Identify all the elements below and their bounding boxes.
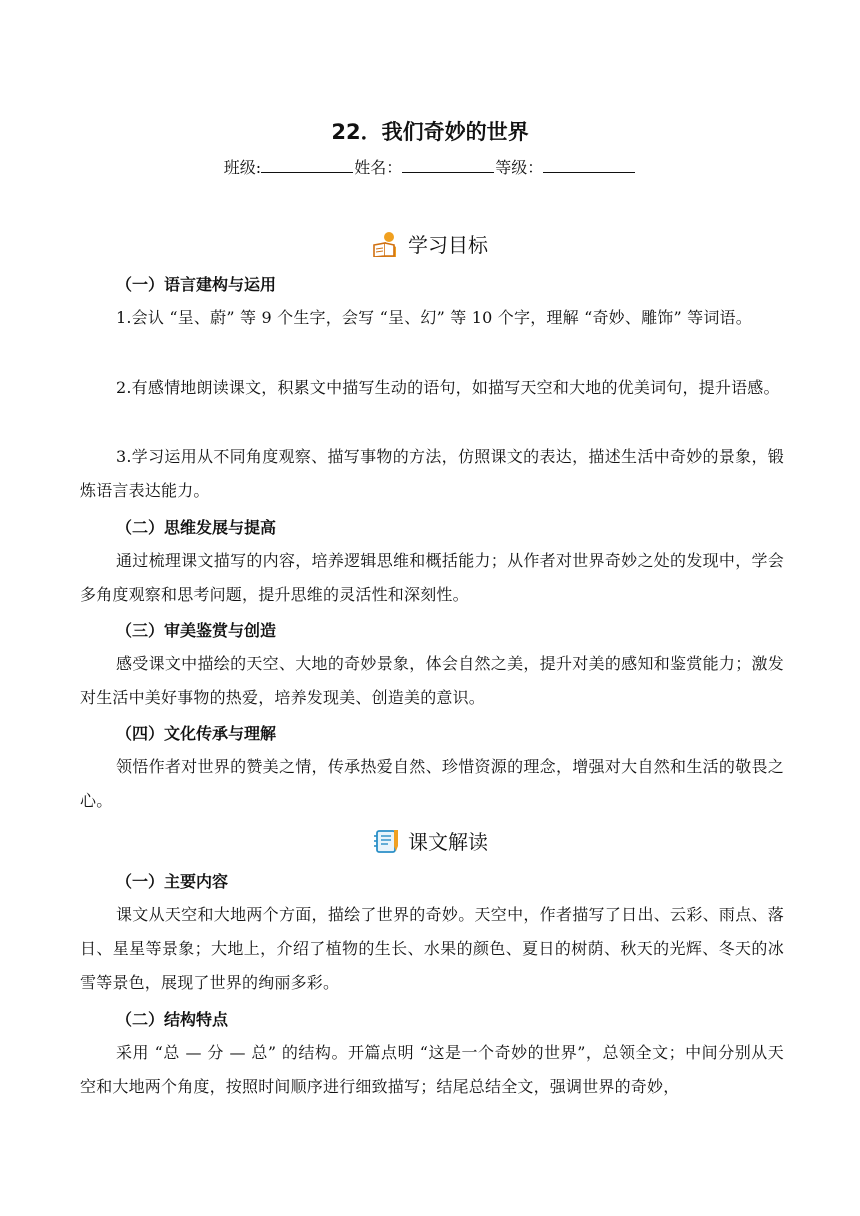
grade-blank[interactable] bbox=[543, 157, 635, 173]
name-blank[interactable] bbox=[402, 157, 494, 173]
reading-person-icon bbox=[372, 231, 400, 257]
subheading: （一）主要内容 bbox=[116, 872, 229, 891]
paragraph: 1.会认 “呈、蔚” 等 9 个生字，会写 “呈、幻” 等 10 个字，理解 “奇妙、雕饰” 等词语。 bbox=[116, 308, 752, 327]
paragraph: 课文从天空和大地两个方面，描绘了世界的奇妙。天空中，作者描写了日出、云彩、雨点、落日、星星等景象；大地上，介绍了植物的生长、水果的颜色、夏日的树荫、秋天的光辉、冬天的冰雪等景色，展现了世界的绚丽多彩。 bbox=[80, 905, 784, 992]
name-label: 姓名： bbox=[354, 158, 403, 177]
subheading: （四）文化传承与理解 bbox=[116, 724, 277, 743]
class-label: 班级: bbox=[223, 158, 262, 177]
section-heading-text: 课文解读 bbox=[408, 830, 488, 854]
grade-label: 等级： bbox=[495, 158, 544, 177]
page-title: 22．我们奇妙的世界 bbox=[331, 120, 529, 144]
section-heading-text: 学习目标 bbox=[408, 233, 488, 257]
paragraph: 3.学习运用从不同角度观察、描写事物的方法，仿照课文的表达，描述生活中奇妙的景象，锻炼语言表达能力。 bbox=[80, 447, 784, 500]
subheading: （二）结构特点 bbox=[116, 1010, 229, 1029]
paragraph: 通过梳理课文描写的内容，培养逻辑思维和概括能力；从作者对世界奇妙之处的发现中，学会多角度观察和思考问题，提升思维的灵活性和深刻性。 bbox=[80, 551, 784, 604]
section-heading-goals bbox=[0, 229, 860, 258]
subheading: （三）审美鉴赏与创造 bbox=[116, 621, 277, 640]
student-info-line bbox=[0, 155, 860, 178]
section-heading-text-analysis bbox=[0, 826, 860, 855]
paragraph: 2.有感情地朗读课文，积累文中描写生动的语句，如描写天空和大地的优美词句，提升语感。 bbox=[116, 378, 780, 397]
subheading: （一）语言建构与运用 bbox=[116, 275, 277, 294]
paragraph: 采用 “总 — 分 — 总” 的结构。开篇点明 “这是一个奇妙的世界”，总领全文；中间分别从天空和大地两个角度，按照时间顺序进行细致描写；结尾总结全文，强调世界的奇妙， bbox=[80, 1043, 784, 1096]
paragraph: 感受课文中描绘的天空、大地的奇妙景象，体会自然之美，提升对美的感知和鉴赏能力；激发对生活中美好事物的热爱，培养发现美、创造美的意识。 bbox=[80, 654, 784, 707]
notebook-icon bbox=[372, 828, 400, 854]
subheading: （二）思维发展与提高 bbox=[116, 518, 277, 537]
paragraph: 领悟作者对世界的赞美之情，传承热爱自然、珍惜资源的理念，增强对大自然和生活的敬畏之心。 bbox=[80, 757, 784, 810]
class-blank[interactable] bbox=[261, 157, 353, 173]
